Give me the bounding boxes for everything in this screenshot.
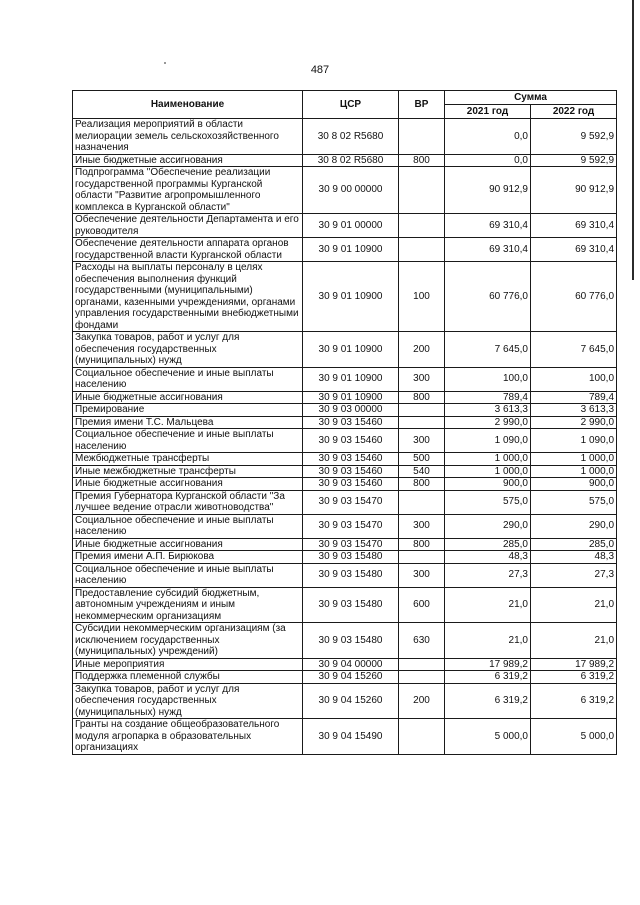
row-sum-2022: 9 592,9 [531,154,617,167]
row-sum-2022: 69 310,4 [531,238,617,262]
row-sum-2022: 21,0 [531,623,617,659]
row-sum-2021: 3 613,3 [445,404,531,417]
row-sum-2022: 1 090,0 [531,429,617,453]
row-sum-2021: 48,3 [445,551,531,564]
row-sum-2022: 27,3 [531,563,617,587]
row-sum-2022: 789,4 [531,391,617,404]
row-sum-2021: 575,0 [445,490,531,514]
row-sum-2021: 285,0 [445,538,531,551]
row-name: Субсидии некоммерческим организациям (за исключением государственных (муниципальных) учреждений) [73,623,303,659]
table-row [73,490,617,514]
row-name: Социальное обеспечение и иные выплаты населению [73,514,303,538]
row-sum-2022: 575,0 [531,490,617,514]
row-sum-2022: 2 990,0 [531,416,617,429]
row-vr: 500 [399,453,445,466]
row-vr: 200 [399,683,445,719]
row-name: Премия имени Т.С. Мальцева [73,416,303,429]
row-name: Обеспечение деятельности аппарата органов государственной власти Курганской области [73,238,303,262]
row-vr [399,238,445,262]
row-vr: 100 [399,262,445,332]
row-sum-2021: 60 776,0 [445,262,531,332]
page-number: 487 [310,64,330,76]
row-csr: 30 9 03 15470 [303,538,399,551]
row-name: Иные бюджетные ассигнования [73,391,303,404]
row-csr: 30 9 04 15260 [303,671,399,684]
row-vr [399,490,445,514]
row-csr: 30 9 03 15480 [303,563,399,587]
row-sum-2022: 5 000,0 [531,719,617,755]
table-row [73,332,617,368]
row-sum-2021: 69 310,4 [445,214,531,238]
row-name: Иные бюджетные ассигнования [73,478,303,491]
row-name: Обеспечение деятельности Департамента и его руководителя [73,214,303,238]
row-csr: 30 9 03 15460 [303,465,399,478]
row-csr: 30 9 03 15460 [303,478,399,491]
table-row [73,514,617,538]
row-sum-2021: 6 319,2 [445,671,531,684]
table-row [73,119,617,155]
row-vr: 300 [399,367,445,391]
row-name: Межбюджетные трансферты [73,453,303,466]
row-vr [399,214,445,238]
row-sum-2021: 27,3 [445,563,531,587]
row-vr: 540 [399,465,445,478]
row-sum-2022: 900,0 [531,478,617,491]
row-name: Иные бюджетные ассигнования [73,538,303,551]
row-vr: 800 [399,391,445,404]
table-row [73,391,617,404]
row-sum-2021: 1 090,0 [445,429,531,453]
row-sum-2021: 0,0 [445,154,531,167]
scan-edge-mark [632,0,634,280]
row-sum-2022: 7 645,0 [531,332,617,368]
row-vr: 800 [399,478,445,491]
table-row [73,658,617,671]
row-sum-2021: 17 989,2 [445,658,531,671]
row-name: Иные мероприятия [73,658,303,671]
row-sum-2022: 21,0 [531,587,617,623]
row-csr: 30 9 03 15460 [303,429,399,453]
row-csr: 30 9 01 10900 [303,238,399,262]
row-sum-2022: 6 319,2 [531,671,617,684]
row-csr: 30 9 04 15490 [303,719,399,755]
row-sum-2022: 60 776,0 [531,262,617,332]
row-name: Расходы на выплаты персоналу в целях обеспечения выполнения функций государственными (муниципальными) органами, казенными учреждениями, органами управления государственными внебюджетными фондами [73,262,303,332]
row-sum-2022: 9 592,9 [531,119,617,155]
row-sum-2022: 285,0 [531,538,617,551]
row-sum-2022: 90 912,9 [531,167,617,214]
row-name: Поддержка племенной службы [73,671,303,684]
row-csr: 30 9 04 00000 [303,658,399,671]
row-name: Подпрограмма "Обеспечение реализации государственной программы Курганской области "Развитие агропромышленного комплекса в Курганской области" [73,167,303,214]
row-csr: 30 9 03 00000 [303,404,399,417]
row-sum-2022: 69 310,4 [531,214,617,238]
row-vr [399,658,445,671]
row-sum-2021: 290,0 [445,514,531,538]
table-row [73,167,617,214]
table-row [73,551,617,564]
row-sum-2021: 21,0 [445,623,531,659]
row-csr: 30 9 01 00000 [303,214,399,238]
row-sum-2022: 17 989,2 [531,658,617,671]
row-csr: 30 9 03 15470 [303,514,399,538]
row-vr [399,167,445,214]
row-vr [399,551,445,564]
header-vr: ВР [399,91,445,119]
table-row [73,623,617,659]
row-vr: 800 [399,538,445,551]
row-name: Социальное обеспечение и иные выплаты населению [73,429,303,453]
row-vr: 200 [399,332,445,368]
row-vr: 630 [399,623,445,659]
row-sum-2021: 69 310,4 [445,238,531,262]
row-sum-2021: 1 000,0 [445,465,531,478]
row-sum-2022: 1 000,0 [531,465,617,478]
row-csr: 30 9 03 15470 [303,490,399,514]
table-row [73,404,617,417]
row-vr: 300 [399,429,445,453]
row-csr: 30 9 00 00000 [303,167,399,214]
row-csr: 30 9 03 15480 [303,551,399,564]
row-name: Иные бюджетные ассигнования [73,154,303,167]
table-body [73,119,617,755]
row-sum-2021: 5 000,0 [445,719,531,755]
row-vr [399,119,445,155]
row-csr: 30 9 03 15480 [303,623,399,659]
row-sum-2022: 100,0 [531,367,617,391]
row-csr: 30 9 03 15460 [303,416,399,429]
row-vr [399,404,445,417]
row-csr: 30 8 02 R5680 [303,119,399,155]
row-sum-2021: 900,0 [445,478,531,491]
row-sum-2022: 1 000,0 [531,453,617,466]
row-name: Реализация мероприятий в области мелиорации земель сельскохозяйственного назначения [73,119,303,155]
row-name: Гранты на создание общеобразовательного модуля агропарка в образовательных организациях [73,719,303,755]
row-sum-2022: 3 613,3 [531,404,617,417]
row-sum-2022: 290,0 [531,514,617,538]
row-sum-2021: 1 000,0 [445,453,531,466]
row-csr: 30 9 03 15480 [303,587,399,623]
row-name: Закупка товаров, работ и услуг для обеспечения государственных (муниципальных) нужд [73,332,303,368]
row-vr [399,719,445,755]
header-2021: 2021 год [445,105,531,119]
table-row [73,238,617,262]
table-row [73,262,617,332]
header-name: Наименование [73,91,303,119]
table-row [73,719,617,755]
table-header [73,91,617,119]
row-name: Премия имени А.П. Бирюкова [73,551,303,564]
table-row [73,154,617,167]
row-sum-2021: 6 319,2 [445,683,531,719]
budget-table [72,90,617,755]
header-sum: Сумма [445,91,617,105]
row-name: Премирование [73,404,303,417]
table-row [73,671,617,684]
row-csr: 30 9 03 15460 [303,453,399,466]
row-sum-2021: 21,0 [445,587,531,623]
header-csr: ЦСР [303,91,399,119]
row-vr: 600 [399,587,445,623]
row-vr [399,416,445,429]
row-csr: 30 9 04 15260 [303,683,399,719]
table-row [73,465,617,478]
row-sum-2021: 7 645,0 [445,332,531,368]
table-row [73,587,617,623]
table-row [73,453,617,466]
row-sum-2022: 6 319,2 [531,683,617,719]
row-name: Премия Губернатора Курганской области "За лучшее ведение отрасли животноводства" [73,490,303,514]
table-row [73,538,617,551]
row-sum-2021: 100,0 [445,367,531,391]
row-sum-2021: 0,0 [445,119,531,155]
table-row [73,416,617,429]
row-vr: 300 [399,563,445,587]
row-csr: 30 9 01 10900 [303,367,399,391]
table-row [73,429,617,453]
table-row [73,563,617,587]
row-csr: 30 9 01 10900 [303,262,399,332]
row-csr: 30 9 01 10900 [303,332,399,368]
table-row [73,478,617,491]
row-name: Закупка товаров, работ и услуг для обеспечения государственных (муниципальных) нужд [73,683,303,719]
row-name: Иные межбюджетные трансферты [73,465,303,478]
row-vr [399,671,445,684]
row-sum-2021: 789,4 [445,391,531,404]
table-row [73,683,617,719]
row-csr: 30 9 01 10900 [303,391,399,404]
row-name: Социальное обеспечение и иные выплаты населению [73,367,303,391]
row-name: Социальное обеспечение и иные выплаты населению [73,563,303,587]
row-vr: 800 [399,154,445,167]
table-row [73,214,617,238]
row-sum-2022: 48,3 [531,551,617,564]
header-2022: 2022 год [531,105,617,119]
row-sum-2021: 90 912,9 [445,167,531,214]
table-row [73,367,617,391]
row-csr: 30 8 02 R5680 [303,154,399,167]
row-vr: 300 [399,514,445,538]
row-name: Предоставление субсидий бюджетным, автономным учреждениям и иным некоммерческим организациям [73,587,303,623]
row-sum-2021: 2 990,0 [445,416,531,429]
